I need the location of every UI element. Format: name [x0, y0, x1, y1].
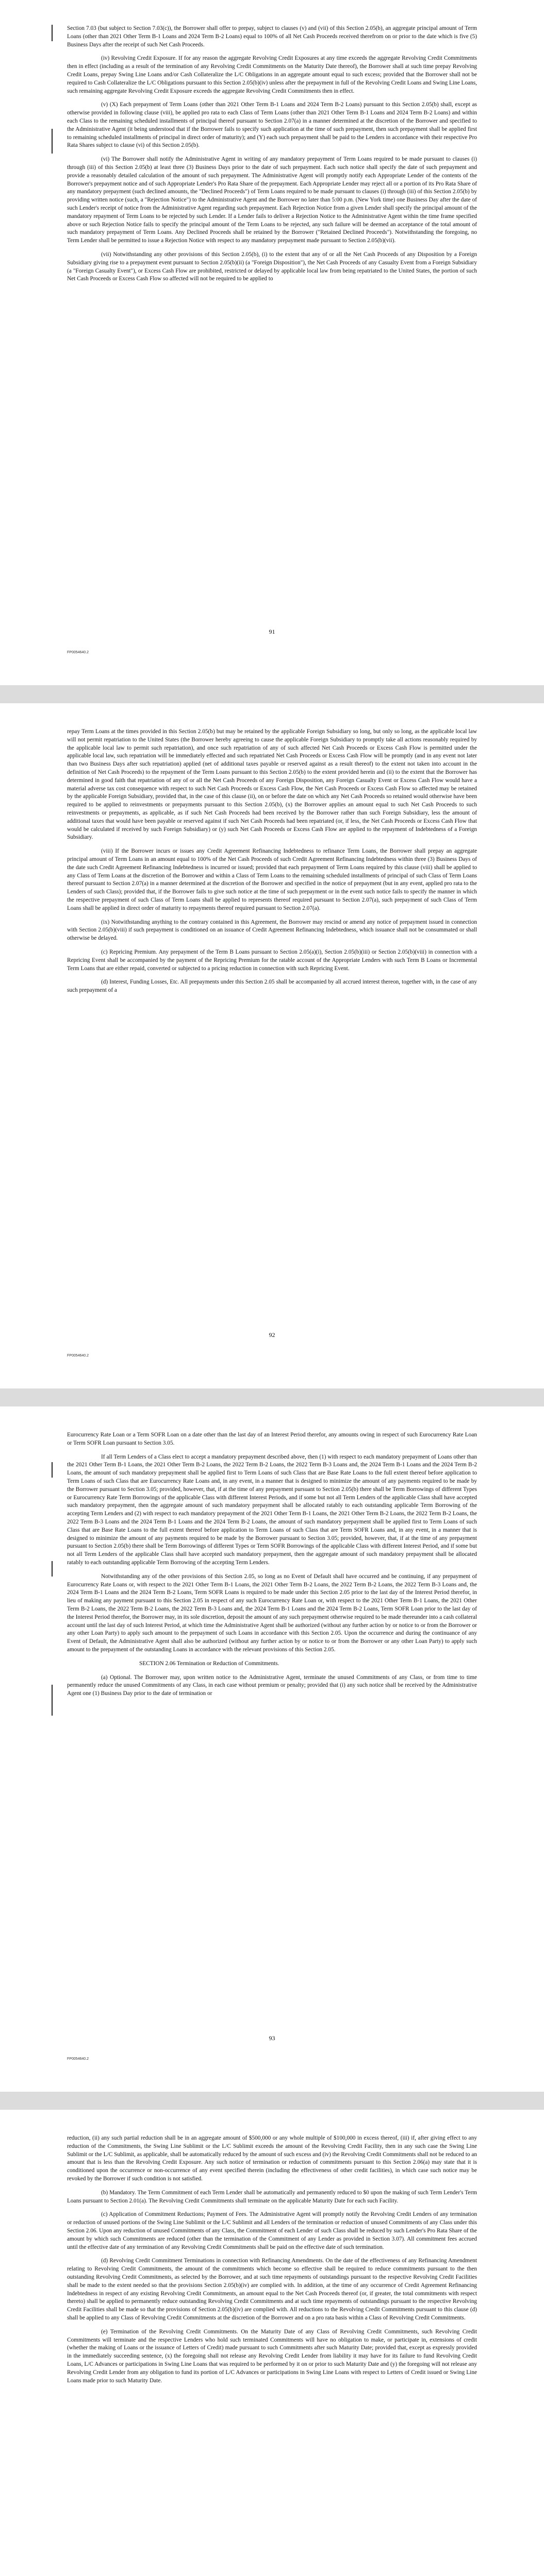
- paragraph: (vi) The Borrower shall notify the Administrative Agent in writing of any mandatory prepayment of Term Loans required to be made pursuant to clauses (i) through (iii) of this Section 2.05(b) at least three (3) Business Days prior to the date of such prepayment. Each such notice shall specify the date of such prepayment and provide a reasonably detailed calculation of the amount of such prepayment. The Administrative Agent will promptly notify each Appropriate Lender of the contents of the Borrower's prepayment notice and of such Appropriate Lender's Pro Rata Share of the prepayment. Each Appropriate Lender may reject all or a portion of its Pro Rata Share of any mandatory prepayment (such declined amounts, the "Declined Proceeds") of Term Loans required to be made pursuant to clauses (i) through (iii) of this Section 2.05(b) by providing written notice (such, a "Rejection Notice") to the Administrative Agent and the Borrower no later than 5:00 p.m. (New York time) one Business Day after the date of such Lender's receipt of notice from the Administrative Agent regarding such prepayment. Each Rejection Notice from a given Lender shall specify the principal amount of the mandatory repayment of Term Loans to be rejected by such Lender. If a Lender fails to deliver a Rejection Notice to the Administrative Agent within the time frame specified above or such Rejection Notice fails to specify the principal amount of the Term Loans to be rejected, any such failure will be deemed an acceptance of the total amount of such mandatory prepayment of Term Loans. Any Declined Proceeds shall be retained by the Borrower ("Retained Declined Proceeds"). Notwithstanding the foregoing, no Term Lender shall be permitted to issue a Rejection Notice with respect to any mandatory prepayment made pursuant to Section 2.05(b)(vii).: [67, 156, 477, 244]
- page-body: [67, 728, 477, 1001]
- paragraph: (a) Optional. The Borrower may, upon written notice to the Administrative Agent, terminate the unused Commitments of any Class, or from time to time permanently reduce the unused Commitments of any Class, in each case without premium or penalty; provided that (i) any such notice shall be received by the Administrative Agent one (1) Business Day prior to the date of termination or: [67, 1674, 477, 1697]
- paragraph: If all Term Lenders of a Class elect to accept a mandatory prepayment described above, then (1) with respect to each mandatory prepayment of Loans other than the 2021 Other Term B-1 Loans, the 2021 Other Term B-2 Loans, the 2022 Term B-2 Loans, the 2022 Term B-3 Loans and, the 2024 Term B-1 Loans and the 2024 Term B-2 Loans, the amount of such mandatory prepayment shall be applied first to Term Loans of such Class that are Base Rate Loans to the full extent thereof before application to Term Loans of such Class that are Eurocurrency Rate Loans and, in any event, in a manner that is designed to minimize the amount of any payments required to be made by the Borrower pursuant to Section 3.05; provided, however, that, if at the time of any prepayment pursuant to Section 2.05(b) there shall be Term Borrowings of different Types or Eurocurrency Rate Term Borrowings of the applicable Class with different Interest Periods, and if some but not all Term Lenders of the applicable Class shall have accepted such mandatory prepayment, then the aggregate amount of such mandatory prepayment shall be allocated ratably to each outstanding applicable Term Borrowing of the accepting Term Lenders and (2) with respect to each mandatory prepayment of the 2021 Other Term B-1 Loans, the 2021 Other Term B-2 Loans, the 2022 Term B-2 Loans, the 2022 Term B-3 Loans and the 2024 Term B-1 Loans and the 2024 Term B-2 Loans, the amount of such mandatory prepayment shall be applied first to Term Loans of such Class that are Base Rate Loans to the full extent thereof before application to Term Loans of such Class that are Term SOFR Loans and, in any event, in a manner that is designed to minimize the amount of any payments required to be made by the Borrower pursuant to Section 3.05; provided, however, that, if at the time of any prepayment pursuant to Section 2.05(b) there shall be Term Borrowings of different Types or Term SOFR Borrowings of the applicable Class with different Interest Period, and if some but not all Term Lenders of the applicable Class shall have accepted such mandatory prepayment, then the aggregate amount of such mandatory prepayment shall be allocated ratably to each outstanding applicable Term Borrowing of the accepting Term Lenders.: [67, 1453, 477, 1566]
- paragraph: Section 7.03 (but subject to Section 7.03(c)), the Borrower shall offer to prepay, subject to clauses (v) and (vii) of this Section 2.05(b), an aggregate principal amount of Term Loans (other than 2021 Other Term B-1 Loans and 2024 Term B-2 Loans) equal to 100% of all Net Cash Proceeds received therefrom on or prior to the date which is five (5) Business Days after the receipt of such Net Cash Proceeds.: [67, 25, 477, 48]
- paragraph: (d) Revolving Credit Commitment Terminations in connection with Refinancing Amendments. On the date of the effectiveness of any Refinancing Amendment relating to Revolving Credit Commitments, the amount of the commitments which become so effective shall be required to reduce commitments pursuant to the then outstanding Revolving Credit Commitments, as selected by the Borrower, and at such time repayments of outstandings pursuant to the respective Revolving Credit Facilities shall be made to the extent needed so that the provisions Section 2.05(b)(iv) are complied with. In addition, at the time of any occurrence of Credit Agreement Refinancing Indebtedness in respect of any existing Revolving Credit Commitments, an amount equal to the Net Cash Proceeds thereof (or, if greater, the total commitments with respect thereto) shall be applied to permanently reduce outstanding Revolving Credit Commitments and at such time repayments of outstandings pursuant to the respective Revolving Credit Facilities shall be made so that the provisions of Section 2.05(b)(iv) are complied with. All reductions to the Revolving Credit Commitments pursuant to this clause (d) shall be applied to any Class of Revolving Credit Commitments at the discretion of the Borrower and on a pro rata basis within a Class of Revolving Credit Commitments.: [67, 2258, 477, 2321]
- document-page: [0, 0, 544, 685]
- paragraph: (ix) Notwithstanding anything to the contrary contained in this Agreement, the Borrower may rescind or amend any notice of prepayment issued in connection with Section 2.05(b)(viii) if such prepayment is conditioned on an issuance of Credit Agreement Refinancing Indebtedness, which issuance shall not be consummated or shall otherwise be delayed.: [67, 919, 477, 942]
- paragraph: (iv) Revolving Credit Exposure. If for any reason the aggregate Revolving Credit Exposures at any time exceeds the aggregate Revolving Credit Commitments then in effect (including as a result of the termination of any Revolving Credit Commitments on the Maturity Date thereof), the Borrower shall at such time prepay Revolving Credit Loans, prepay Swing Line Loans and/or Cash Collateralize the L/C Obligations in an aggregate amount equal to such excess; provided that the Borrower shall not be required to Cash Collateralize the L/C Obligations pursuant to this Section 2.05(b)(iv) unless after the prepayment in full of the Revolving Credit Loans and Swing Line Loans, such remaining aggregate Revolving Credit Exposure exceeds the aggregate Revolving Credit Commitments then in effect.: [67, 55, 477, 94]
- page-body: [67, 1431, 477, 1704]
- paragraph: (v) (X) Each prepayment of Term Loans (other than 2021 Other Term B-1 Loans and 2024 Term B-2 Loans) pursuant to this Section 2.05(b) shall, except as otherwise provided in following clause (viii), be applied pro rata to each Class of Term Loans (other than 2021 Other Term B-1 Loans and 2024 Term B-2 Loans) and within each Class to the remaining scheduled installments of principal thereof pursuant to Section 2.07(a) in a manner determined at the discretion of the Borrower and specified to the Administrative Agent (it being understood that if the Borrower fails to specify such application at the time of such prepayment, then such prepayment shall be applied first to remaining scheduled installments of principal in direct order of maturity); and (Y) each such prepayment shall be paid to the Lenders in accordance with their respective Pro Rata Shares subject to clause (vi) of this Section 2.05(b).: [67, 101, 477, 149]
- page-body: [67, 25, 477, 289]
- paragraph: (b) Mandatory. The Term Commitment of each Term Lender shall be automatically and permanently reduced to $0 upon the making of such Term Lender's Term Loans pursuant to Section 2.01(a). The Revolving Credit Commitments shall terminate on the applicable Maturity Date for each such Facility.: [67, 2189, 477, 2204]
- document-id: FP0054640.2: [67, 651, 89, 654]
- revision-bar: [52, 1462, 53, 1478]
- page-number: 92: [269, 1331, 275, 1338]
- revision-bar: [52, 1685, 53, 1716]
- paragraph: (c) Repricing Premium. Any prepayment of the Term B Loans pursuant to Section 2.05(a)(i), Section 2.05(b)(iii) or Section 2.05(b)(viii) in connection with a Repricing Event shall be accompanied by the payment of the Repricing Premium for the ratable account of the Appropriate Lenders with such Term B Loans or Incremental Term Loans that are either repaid, converted or subjected to a pricing reduction in connection with such Repricing Event.: [67, 948, 477, 972]
- document-id: FP0054640.2: [67, 2057, 89, 2061]
- document-page: [0, 703, 544, 1388]
- revision-bar: [52, 1561, 53, 1577]
- revision-bar: [52, 129, 53, 154]
- paragraph: (d) Interest, Funding Losses, Etc. All prepayments under this Section 2.05 shall be accompanied by all accrued interest thereon, together with, in the case of any such prepayment of a: [67, 979, 477, 994]
- document-page: [0, 2110, 544, 2576]
- paragraph: Eurocurrency Rate Loan or a Term SOFR Loan on a date other than the last day of an Interest Period therefor, any amounts owing in respect of such Eurocurrency Rate Loan or Term SOFR Loan pursuant to Section 3.05.: [67, 1432, 477, 1446]
- paragraph: Notwithstanding any of the other provisions of this Section 2.05, so long as no Event of Default shall have occurred and be continuing, if any prepayment of Eurocurrency Rate Loans or, with respect to the 2021 Other Term B-1 Loans, the 2021 Other Term B-2 Loans, the 2022 Term B-2 Loans, the 2022 Term B-3 Loans and, the 2024 Term B-1 Loans and the 2024 Term B-2 Loans, Term SOFR Loans is required to be made under this Section 2.05 prior to the last day of the Interest Period therefor, in lieu of making any payment pursuant to this Section 2.05 in respect of any such Eurocurrency Rate Loan or, with respect to the 2021 Other Term B-1 Loans, the 2021 Other Term B-2 Loans, the 2022 Term B-2 Loans, the 2022 Term B-3 Loans and, the 2024 Term B-1 Loans and the 2024 Term B-2 Loans, Term SOFR Loan prior to the last day of the Interest Period therefor, the Borrower may, in its sole discretion, deposit the amount of any such prepayment otherwise required to be made thereunder into a cash collateral account until the last day of such Interest Period, at which time the Administrative Agent shall be authorized (without any further action by or notice to or from the Borrower or any other Loan Party) to apply such amount to the prepayment of such Loans in accordance with this Section 2.05. Upon the occurrence and during the continuance of any Event of Default, the Administrative Agent shall also be authorized (without any further action by or notice to or from the Borrower or any other Loan Party) to apply such amount to the prepayment of the outstanding Loans in accordance with the relevant provisions of this Section 2.05.: [67, 1573, 477, 1653]
- revision-bar: [52, 25, 53, 41]
- section-heading: SECTION 2.06 Termination or Reduction of Commitments.: [139, 1660, 279, 1667]
- page-number: 93: [269, 2035, 275, 2042]
- paragraph: (e) Termination of the Revolving Credit Commitments. On the Maturity Date of any Class of Revolving Credit Commitments, such Revolving Credit Commitments will terminate and the respective Lenders who hold such terminated Commitments will have no obligation to make, or participate in, extensions of credit (whether the making of Loans or the issuance of Letters of Credit) made pursuant to such Commitments after such Maturity Date; provided that, except as expressly provided in the immediately succeeding sentence, (x) the foregoing shall not release any Revolving Credit Lender from liability it may have for its failure to fund Revolving Credit Loans, L/C Advances or participations in Swing Line Loans that was required to be performed by it on or prior to such Maturity Date and (y) the foregoing will not release any Revolving Credit Lender from any obligation to fund its portion of L/C Advances or participations in Swing Line Loans with respect to Letters of Credit issued or Swing Line Loans made prior to such Maturity Date.: [67, 2328, 477, 2384]
- page-number: 91: [269, 628, 275, 635]
- document-page: [0, 1406, 544, 2092]
- paragraph: (c) Application of Commitment Reductions; Payment of Fees. The Administrative Agent will promptly notify the Revolving Credit Lenders of any termination or reduction of unused portions of the Swing Line Sublimit or the L/C Sublimit and all Lenders of the termination or reduction of unused Commitments of any Class under this Section 2.06. Upon any reduction of unused Commitments of any Class, the Commitment of each Lender of such Class shall be reduced by such Lender's Pro Rata Share of the amount by which such Commitments are reduced (other than the termination of the Commitment of any Lender as provided in Section 3.07). All commitment fees accrued until the effective date of any termination of any Revolving Credit Commitments shall be paid on the effective date of such termination.: [67, 2211, 477, 2250]
- paragraph: reduction, (ii) any such partial reduction shall be in an aggregate amount of $500,000 or any whole multiple of $100,000 in excess thereof, (iii) if, after giving effect to any reduction of the Commitments, the Swing Line Sublimit or the L/C Sublimit exceeds the amount of the Revolving Credit Facility, then in any such case the Swing Line Sublimit or the L/C Sublimit, as applicable, shall be automatically reduced by the amount of such excess and (iv) the Revolving Credit Commitments shall not be reduced to an amount that is less than the Revolving Credit Exposure. Any such notice of termination or reduction of commitments pursuant to this Section 2.06(a) may state that it is conditioned upon the occurrence or non-occurrence of any event specified therein (including the effectiveness of other credit facilities), in which case such notice may be revoked by the Borrower if such condition is not satisfied.: [67, 2135, 477, 2182]
- paragraph: (vii) Notwithstanding any other provisions of this Section 2.05(b), (i) to the extent that any of or all the Net Cash Proceeds of any Disposition by a Foreign Subsidiary giving rise to a prepayment event pursuant to Section 2.05(b)(ii) (a "Foreign Disposition"), the Net Cash Proceeds of any Casualty Event from a Foreign Subsidiary (a "Foreign Casualty Event"), or Excess Cash Flow are prohibited, restricted or delayed by applicable local law from being repatriated to the United States, the portion of such Net Cash Proceeds or Excess Cash Flow so affected will not be required to be applied to: [67, 251, 477, 282]
- paragraph: (viii) If the Borrower incurs or issues any Credit Agreement Refinancing Indebtedness to refinance Term Loans, the Borrower shall prepay an aggregate principal amount of Term Loans in an amount equal to 100% of the Net Cash Proceeds of such Credit Agreement Refinancing Indebtedness within three (3) Business Days of the date such Credit Agreement Refinancing Indebtedness is incurred or issued; provided that each prepayment of Term Loans required by this clause (viii) shall be applied to any Class of Term Loans at the discretion of the Borrower and within a Class of Term Loans to the remaining scheduled installments of principal of such Class of Term Loans thereof pursuant to Section 2.07(a) in a manner determined at the discretion of the Borrower and specified in the notice of prepayment (but in any event, applied pro rata to the Lenders of such Class); provided that, if the Borrower fails to give such notice at the time of such prepayment or in the event such notice fails to specify the manner in which the respective prepayment of such Class of Term Loans shall be applied to represents thereof required pursuant to Section 2.07(a), such prepayment of such Class of Term Loans shall be applied in direct order of maturity to repayments thereof required pursuant to Section 2.07(a).: [67, 848, 477, 911]
- document-id: FP0054640.2: [67, 1354, 89, 1358]
- paragraph: repay Term Loans at the times provided in this Section 2.05(b) but may be retained by the applicable Foreign Subsidiary so long, but only so long, as the applicable local law will not permit repatriation to the United States (the Borrower hereby agreeing to cause the applicable Foreign Subsidiary to promptly take all actions reasonably required by the applicable local law to permit such repatriation), and once such repatriation of any of such affected Net Cash Proceeds or Excess Cash Flow is permitted under the applicable local law, such repatriation will be immediately effected and such repatriated Net Cash Proceeds or Excess Cash Flow will be promptly (and in any event not later than two Business Days after such repatriation) applied (net of additional taxes payable or reserved against as a result thereof) to the extent not taken into account in the definition of Net Cash Proceeds) to the repayment of the Term Loans pursuant to this Section 2.05(b) to the extent provided herein and (ii) to the extent that the Borrower has determined in good faith that repatriation of any of or all the Net Cash Proceeds of any Foreign Disposition, any Foreign Casualty Event or Excess Cash Flow would have a material adverse tax cost consequence with respect to such Net Cash Proceeds or Excess Cash Flow, the Net Cash Proceeds or Excess Cash Flow so affected may be retained by the applicable Foreign Subsidiary, provided that, in the case of this clause (ii), on or before the date on which any Net Cash Proceeds so retained would otherwise have been required to be applied to reinvestments or prepayments pursuant to this Section 2.05(b), (x) the Borrower applies an amount equal to such Net Cash Proceeds to such reinvestments or prepayments, as applicable, as if such Net Cash Proceeds had been received by the Borrower rather than such Foreign Subsidiary, less the amount of additional taxes that would have been payable or reserved against if such Net Cash Proceeds had been repatriated (or, if less, the Net Cash Proceeds or Excess Cash Flow that would be calculated if received by such Foreign Subsidiary) or (y) such Net Cash Proceeds or Excess Cash Flow are applied to the repayment of Indebtedness of a Foreign Subsidiary.: [67, 728, 477, 841]
- page-body: [67, 2134, 477, 2391]
